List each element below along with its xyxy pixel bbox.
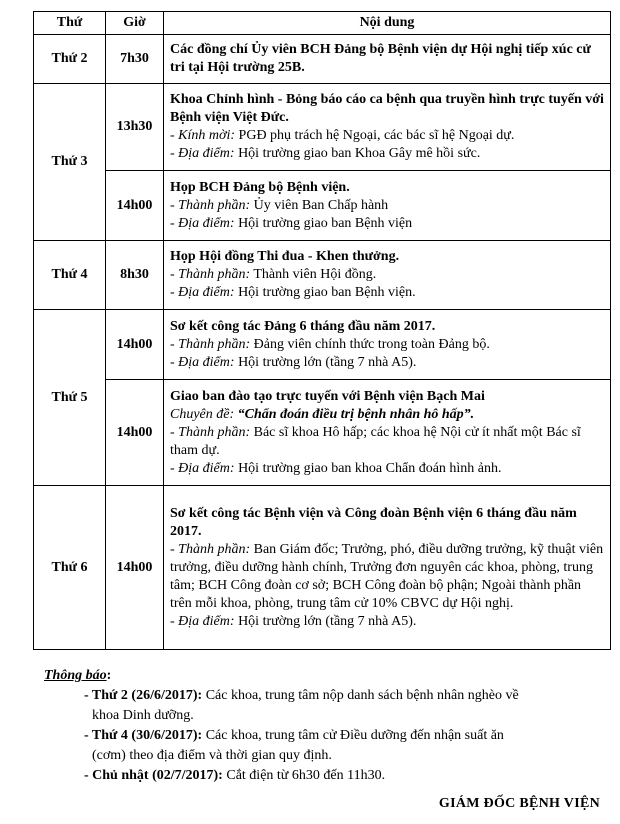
table-row <box>34 84 611 171</box>
header-day: Thứ <box>34 12 106 35</box>
event-title: Sơ kết công tác Bệnh viện và Công đoàn Bệnh viện 6 tháng đầu năm 2017. <box>170 505 577 539</box>
table-row <box>34 241 611 310</box>
table-row <box>34 380 611 486</box>
time-cell: 14h00 <box>106 171 164 241</box>
header-time: Giờ <box>106 12 164 35</box>
notice-item: - Thứ 4 (30/6/2017): Các khoa, trung tâm cử Điều dưỡng đến nhận suất ăn (cơm) theo địa điểm và thời gian quy định. <box>84 728 504 763</box>
event-content <box>164 171 611 241</box>
event-title: Sơ kết công tác Đảng 6 tháng đầu năm 2017. <box>170 318 436 334</box>
event-invite: - Kính mời: PGĐ phụ trách hệ Ngoại, các bác sĩ hệ Ngoại dự. <box>170 128 515 143</box>
event-content <box>164 35 611 84</box>
table-row <box>34 171 611 241</box>
event-content <box>164 380 611 486</box>
event-location: - Địa điểm: Hội trường lớn (tầng 7 nhà A5). <box>170 354 417 370</box>
notice-item: - Chủ nhật (02/7/2017): Cắt điện từ 6h30 đến 11h30. <box>84 768 386 783</box>
time-cell: 14h00 <box>106 486 164 650</box>
event-location: - Địa điểm: Hội trường giao ban khoa Chẩn đoán hình ảnh. <box>170 460 502 476</box>
event-components: - Thành phần: Đảng viên chính thức trong toàn Đảng bộ. <box>170 336 490 352</box>
table-row <box>34 310 611 380</box>
time-cell: 7h30 <box>106 35 164 84</box>
notice-title: Thông báo <box>44 668 107 683</box>
event-components: - Thành phần: Thành viên Hội đồng. <box>170 267 377 282</box>
day-cell: Thứ 2 <box>34 35 106 84</box>
day-cell: Thứ 6 <box>34 486 106 650</box>
time-cell: 14h00 <box>106 380 164 486</box>
event-location: - Địa điểm: Hội trường lớn (tầng 7 nhà A5). <box>170 613 417 629</box>
event-components: - Thành phần: Ủy viên Ban Chấp hành <box>170 197 389 213</box>
event-location: - Địa điểm: Hội trường giao ban Bệnh viện <box>170 215 413 231</box>
table-row <box>34 35 611 84</box>
event-components: - Thành phần: Bác sĩ khoa Hô hấp; các khoa hệ Nội cử ít nhất một Bác sĩ tham dự. <box>170 424 581 458</box>
time-cell: 13h30 <box>106 84 164 171</box>
notice-heading: Thông báo: <box>44 668 112 683</box>
event-title: Giao ban đào tạo trực tuyến với Bệnh viện Bạch Mai <box>170 388 485 404</box>
table-row <box>34 486 611 650</box>
notice-item: - Thứ 2 (26/6/2017): Các khoa, trung tâm nộp danh sách bệnh nhân nghèo về khoa Dinh dưỡng. <box>84 688 519 723</box>
time-cell: 8h30 <box>106 241 164 310</box>
signature-title: GIÁM ĐỐC BỆNH VIỆN <box>438 796 600 811</box>
event-title: Khoa Chỉnh hình - Bỏng báo cáo ca bệnh qua truyền hình trực tuyến với Bệnh viện Việt Đức. <box>170 92 604 125</box>
event-title: Họp Hội đồng Thi đua - Khen thưởng. <box>170 249 400 264</box>
event-content <box>164 310 611 380</box>
event-content <box>164 84 611 171</box>
header-content: Nội dung <box>164 12 611 35</box>
notice-section <box>44 666 604 786</box>
event-components: - Thành phần: Ban Giám đốc; Trưởng, phó, điều dưỡng trưởng, kỹ thuật viên trưởng, điều dưỡng hành chính, Trưởng đơn nguyên các khoa, phòng, trung tâm; BCH Công đoàn cơ sở; BCH Công đoàn bộ phận; Ngoài thành phần trên mỗi khoa, phòng, trung tâm cử 10% CBVC dự Hội nghị. <box>170 541 604 611</box>
event-content <box>164 486 611 650</box>
event-title: Các đồng chí Ủy viên BCH Đảng bộ Bệnh viện dự Hội nghị tiếp xúc cử tri tại Hội trường 25B. <box>170 42 591 75</box>
event-title: Họp BCH Đảng bộ Bệnh viện. <box>170 179 350 195</box>
table-header-row <box>34 12 611 35</box>
event-location: - Địa điểm: Hội trường giao ban Bệnh viện. <box>170 285 416 300</box>
day-cell: Thứ 5 <box>34 310 106 486</box>
event-content <box>164 241 611 310</box>
event-topic: Chuyên đề: “Chẩn đoán điều trị bệnh nhân hô hấp”. <box>170 406 475 422</box>
day-cell: Thứ 4 <box>34 241 106 310</box>
schedule-table <box>33 11 611 650</box>
event-location: - Địa điểm: Hội trường giao ban Khoa Gây mê hồi sức. <box>170 146 481 161</box>
time-cell: 14h00 <box>106 310 164 380</box>
day-cell: Thứ 3 <box>34 84 106 241</box>
